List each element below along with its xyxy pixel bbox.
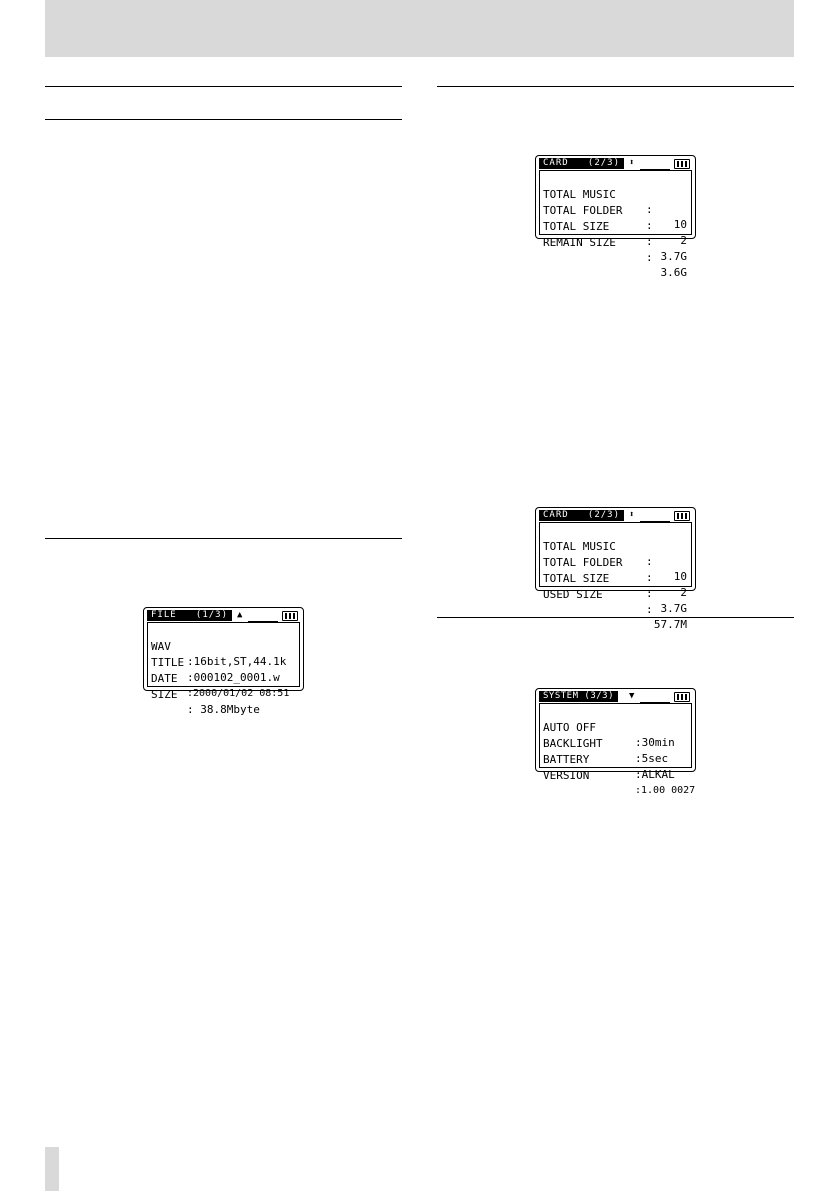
page-up-down-arrow-icon: ⬍: [629, 158, 635, 168]
card-info-screen-used: [535, 507, 696, 631]
row-value: :2000/01/02 08:51: [187, 688, 290, 699]
info-row-remain-size: [543, 220, 687, 295]
row-label: REMAIN SIZE: [543, 236, 616, 249]
battery-icon: [282, 611, 298, 621]
row-value: :5sec: [635, 752, 669, 765]
screen-body: [539, 170, 692, 279]
row-value: 10: [673, 218, 687, 231]
right-section-rule-1: [437, 86, 794, 87]
row-value: 10: [673, 570, 687, 583]
row-label: USED SIZE: [543, 588, 603, 601]
row-label: TOTAL FOLDER: [543, 556, 623, 569]
row-colon: :: [646, 603, 653, 616]
left-section-rule-3: [45, 538, 402, 539]
page-up-arrow-icon: ▲: [237, 610, 243, 620]
battery-icon: [674, 692, 690, 702]
page-header-band: [45, 0, 794, 57]
row-label: TOTAL FOLDER: [543, 204, 623, 217]
page-down-arrow-icon: ▼: [629, 691, 635, 701]
row-label: TOTAL MUSIC: [543, 540, 616, 553]
row-label: WAV: [151, 640, 171, 653]
row-colon: :: [646, 235, 653, 248]
row-colon: :: [646, 587, 653, 600]
page-up-down-arrow-icon: ⬍: [629, 510, 635, 520]
screen-header: SYSTEM (3/3): [539, 691, 618, 702]
row-value: 2: [680, 234, 687, 247]
card-info-screen-remain: [535, 155, 696, 279]
left-section-rule-2: [45, 119, 402, 120]
row-value: :1.00 0027: [635, 785, 696, 796]
screen-body: [539, 703, 696, 796]
info-row-used-size: [543, 572, 687, 647]
row-value: 3.7G: [660, 602, 687, 615]
info-row-version: [543, 753, 696, 813]
info-row-size: [151, 672, 295, 732]
row-label: BATTERY: [543, 753, 590, 766]
screen-body: [539, 522, 692, 631]
row-colon: :: [646, 555, 653, 568]
file-info-screen: [143, 607, 304, 716]
screen-header: CARD (2/3): [539, 510, 624, 521]
row-colon: :: [646, 219, 653, 232]
row-value: :ALKAL: [635, 768, 675, 781]
row-colon: :: [646, 203, 653, 216]
row-colon: :: [646, 571, 653, 584]
battery-icon: [674, 511, 690, 521]
row-value: 3.7G: [660, 250, 687, 263]
screen-header: CARD (2/3): [539, 158, 624, 169]
row-value: 2: [680, 586, 687, 599]
left-section-rule-1: [45, 86, 402, 87]
system-info-screen: [535, 688, 696, 796]
row-label: BACKLIGHT: [543, 737, 603, 750]
row-label: TOTAL SIZE: [543, 572, 610, 585]
row-label: DATE: [151, 672, 178, 685]
row-label: TOTAL MUSIC: [543, 188, 616, 201]
row-label: TITLE: [151, 656, 185, 669]
row-value: :000102_0001.w: [187, 671, 280, 684]
row-label: VERSION: [543, 769, 590, 782]
row-value: 57.7M: [653, 618, 687, 631]
screen-header: FILE (1/3): [147, 610, 232, 621]
row-value: :16bit,ST,44.1k: [187, 655, 287, 668]
page-side-mark: [45, 1147, 59, 1191]
row-value: : 38.8Mbyte: [187, 703, 260, 716]
screen-body: [147, 622, 300, 716]
row-label: TOTAL SIZE: [543, 220, 610, 233]
battery-icon: [674, 159, 690, 169]
row-label: SIZE: [151, 688, 178, 701]
row-value: :30min: [635, 736, 675, 749]
row-label: AUTO OFF: [543, 721, 596, 734]
row-colon: :: [646, 251, 653, 264]
row-value: 3.6G: [660, 266, 687, 279]
